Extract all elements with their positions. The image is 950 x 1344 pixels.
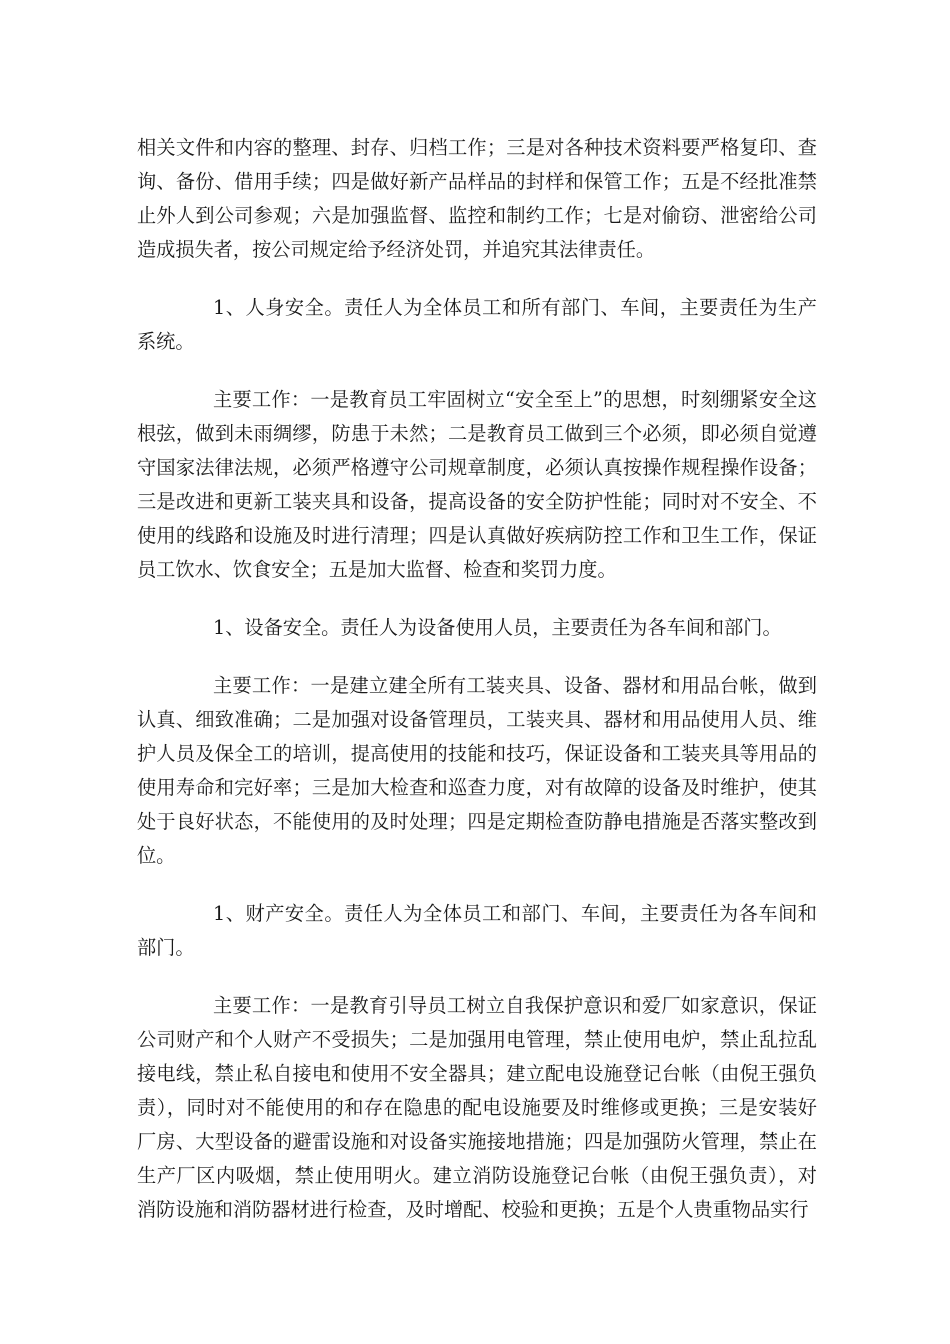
paragraph-personal-safety-work: 主要工作：一是教育员工牢固树立“安全至上”的思想，时刻绷紧安全这根弦，做到未雨绸缪，防患于未然；二是教育员工做到三个必须，即必须自觉遵守国家法律法规，必须严格遵守公司规章制度，必须认真按操作规程操作设备；三是改进和更新工装夹具和设备，提高设备的安全防护性能；同时对不安全、不使用的线路和设施及时进行清理；四是认真做好疾病防控工作和卫生工作，保证员工饮水、饮食安全；五是加大监督、检查和奖罚力度。 — [137, 388, 817, 581]
paragraph-continuation: 相关文件和内容的整理、封存、归档工作；三是对各种技术资料要严格复印、查询、备份、借用手续；四是做好新产品样品的封样和保管工作；五是不经批准禁止外人到公司参观；六是加强监督、监控和制约工作；七是对偷窃、泄密给公司造成损失者，按公司规定给予经济处罚，并追究其法律责任。 — [137, 136, 817, 261]
heading-personal-safety: 1、人身安全。责任人为全体员工和所有部门、车间，主要责任为生产系统。 — [137, 296, 817, 353]
paragraph-equipment-safety-work: 主要工作：一是建立建全所有工装夹具、设备、器材和用品台帐，做到认真、细致准确；二是加强对设备管理员，工装夹具、器材和用品使用人员、维护人员及保全工的培训，提高使用的技能和技巧，保证设备和工装夹具等用品的使用寿命和完好率；三是加大检查和巡查力度，对有故障的设备及时维护，使其处于良好状态，不能使用的及时处理；四是定期检查防静电措施是否落实整改到位。 — [137, 674, 817, 867]
heading-property-safety: 1、财产安全。责任人为全体员工和部门、车间，主要责任为各车间和部门。 — [137, 902, 817, 959]
heading-equipment-safety: 1、设备安全。责任人为设备使用人员，主要责任为各车间和部门。 — [213, 616, 782, 639]
paragraph-property-safety-work: 主要工作：一是教育引导员工树立自我保护意识和爱厂如家意识，保证公司财产和个人财产不受损失；二是加强用电管理，禁止使用电炉，禁止乱拉乱接电线，禁止私自接电和使用不安全器具；建立配电设施登记台帐（由倪王强负责），同时对不能使用的和存在隐患的配电设施要及时维修或更换；三是安装好厂房、大型设备的避雷设施和对设备实施接地措施；四是加强防火管理，禁止在生产厂区内吸烟，禁止使用明火。建立消防设施登记台帐（由倪王强负责），对消防设施和消防器材进行检查，及时增配、校验和更换；五是个人贵重物品实行 — [137, 994, 817, 1221]
document-page — [137, 131, 817, 1251]
